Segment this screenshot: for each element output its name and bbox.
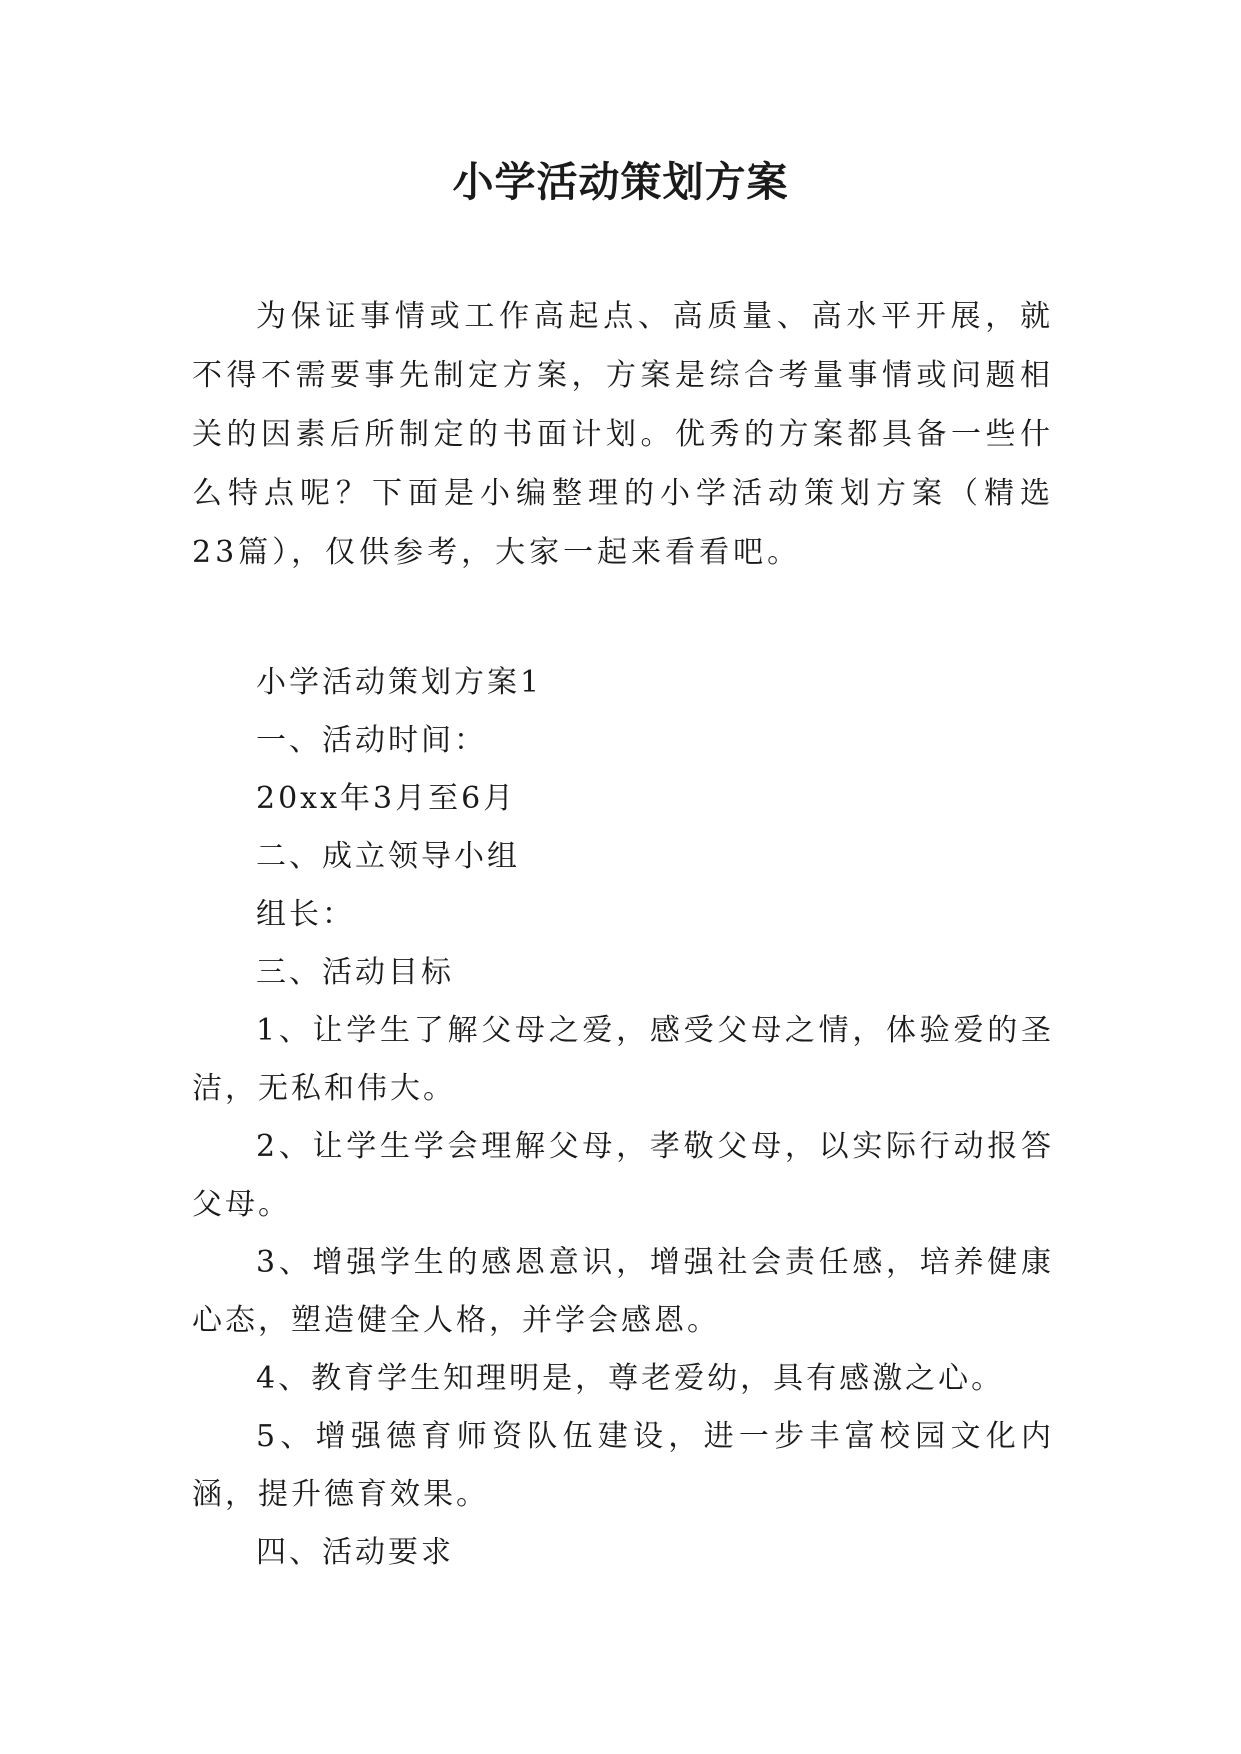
paragraph: 3、增强学生的感恩意识，增强社会责任感，培养健康心态，塑造健全人格，并学会感恩。 [192, 1245, 1054, 1338]
intro-paragraph: 为保证事情或工作高起点、高质量、高水平开展，就不得不需要事先制定方案，方案是综合考量事情或问题相关的因素后所制定的书面计划。优秀的方案都具备一些什么特点呢？下面是小编整理的小学活动策划方案（精选23篇），仅供参考，大家一起来看看吧。 [192, 299, 1054, 570]
paragraph: 四、活动要求 [256, 1535, 454, 1570]
section-heading: 小学活动策划方案1 [256, 665, 543, 700]
document-body [192, 287, 1054, 1582]
paragraph: 2、让学生学会理解父母，孝敬父母，以实际行动报答父母。 [192, 1129, 1054, 1222]
plan-section [192, 654, 1054, 1582]
paragraph: 4、教育学生知理明是，尊老爱幼，具有感激之心。 [256, 1361, 1005, 1396]
paragraph: 二、成立领导小组 [256, 839, 520, 874]
paragraph: 20xx年3月至6月 [256, 781, 517, 816]
paragraph: 5、增强德育师资队伍建设，进一步丰富校园文化内涵，提升德育效果。 [192, 1419, 1054, 1512]
paragraph: 组长： [256, 897, 355, 932]
paragraph: 一、活动时间： [256, 723, 487, 758]
paragraph: 三、活动目标 [256, 955, 454, 990]
paragraph: 1、让学生了解父母之爱，感受父母之情，体验爱的圣洁，无私和伟大。 [192, 1013, 1054, 1106]
document-title: 小学活动策划方案 [452, 158, 789, 206]
